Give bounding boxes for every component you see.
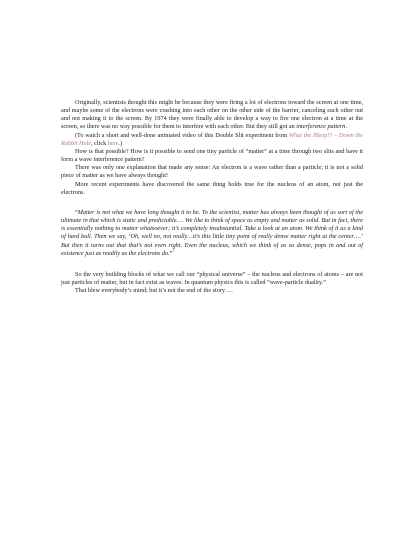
paragraph-conclusion: So the very building blocks of what we call our “physical universe” – the nucleus and electrons of atoms – are not just particles of matter, but in fact exist as waves. In quantum physics this is called “wave-particle duality.” — [61, 270, 363, 286]
emphasis-interference-pattern: interference pattern — [296, 123, 346, 131]
page-body — [61, 99, 363, 295]
footnote-marker[interactable]: 1 — [172, 248, 175, 254]
paragraph-nucleus: More recent experiments have discovered the same thing holds true for the nucleus of an atom, not just the electrons. — [61, 180, 363, 196]
paragraph-explanation: There was only one explanation that made any sense: An electron is a wave rather than a particle; it is not a solid piece of matter as we have always thought! — [61, 164, 363, 180]
paragraph-intro: Originally, scientists thought this might be because they were firing a lot of electrons toward the screen at one time, and maybe some of the electrons were crashing into each other on the other side of the barrier, canceling each other out and not making it to the screen. By 1974 they were finally able to develop a way to fire one electron at a time at the screen, so there was no way possible for them to interfere with each other. But they still got an interference pattern. — [61, 99, 363, 131]
paragraph-closing: That blew everybody’s mind; but it’s not the end of the story…. — [75, 287, 233, 295]
paragraph-intro-text: Originally, scientists thought this might be because they were firing a lot of electrons toward the screen at one time, and maybe some of the electrons were crashing into each other on the other side of the barrier, canceling each other out and not making it to the screen. By 1974 they were finally able to develop a way to fire one electron at a time at the screen, so there was no way possible for them to interfere with each other. But they still got an — [61, 99, 363, 131]
link-here[interactable]: here — [107, 139, 119, 147]
paragraph-question: How is that possible? How is it possible to send one tiny particle of “matter” at a time through two slits and have it form a wave interference pattern? — [61, 147, 363, 164]
block-quote: “Matter is not what we have long thought it to be. To the scientist, matter has always been thought of as sort of the ultimate in that which is static and predictable…. We like to think of space as empty and matter as solid. But in fact, there is essentially nothing to matter whatsoever; it’s completely insubstantial. Take a look at an atom. We think of it as a kind of hard ball. Then we say, ‘Oh, well no, not really…it’s this little tiny point of really dense matter right at the center….’ But then it turns out that that’s not even right. Even the nucleus, which we think of as so dense, pops in and out of existence just as readily as the electrons do.”$^1$ — [61, 208, 363, 257]
link-what-the-bleep[interactable]: What the Bleep!? – Down the Rabbit Hole — [61, 131, 364, 147]
paragraph-video: (To watch a short and well-done animated video of this Double Slit experiment from What the Bleep!? – Down the Rabbit Hole, click here.) — [61, 131, 364, 147]
quote-text: Matter is not what we have long thought it to be. To the scientist, matter has always been thought of as sort of the ultimate in that which is static and predictable…. We like to think of space as empty and matter as solid. But in fact, there is essentially nothing to matter whatsoever; it’s completely insubstantial. Take a look at an atom. We think of it as a kind of hard ball. Then we say, ‘Oh, well no, not really…it’s this little tiny point of really dense matter right at the center….’ But then it turns out that that’s not even right. Even the nucleus, which we think of as so dense, pops in and out of existence just as readily as the electrons do — [61, 208, 363, 257]
